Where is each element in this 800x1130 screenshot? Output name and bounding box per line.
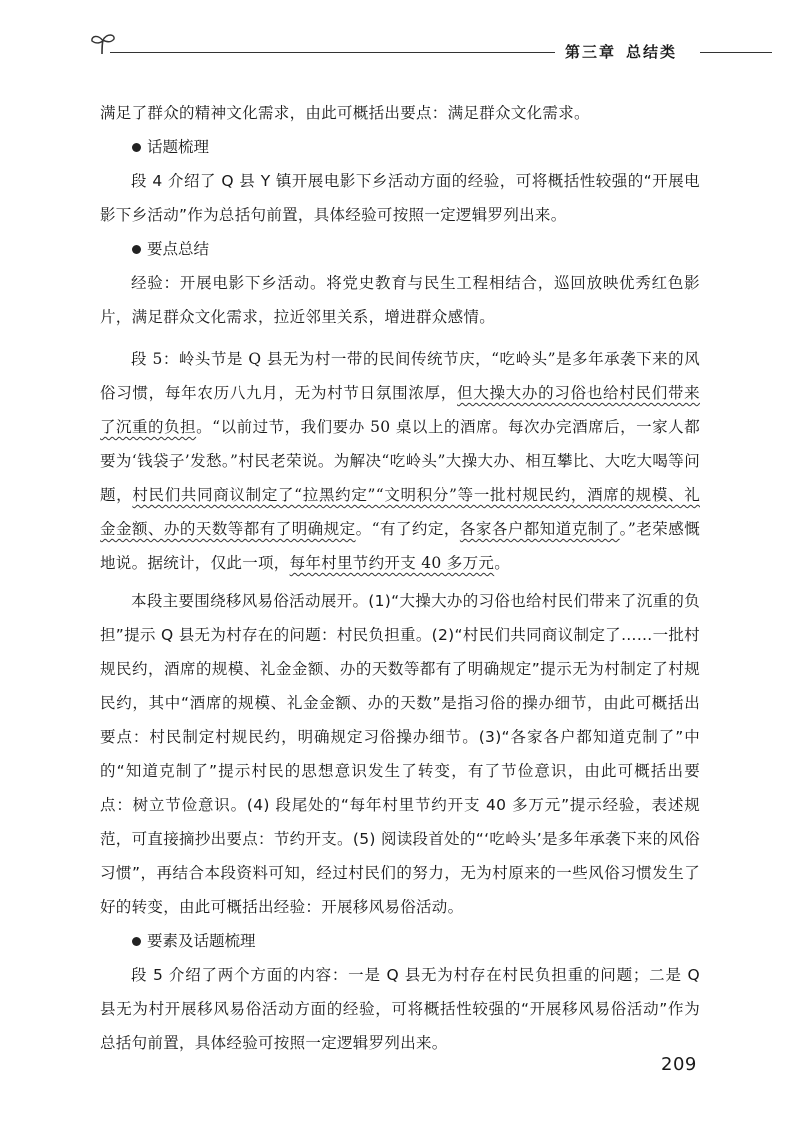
section-heading-label: 要点总结 bbox=[147, 240, 210, 258]
chapter-title bbox=[565, 41, 677, 62]
paragraph-summary: 经验：开展电影下乡活动。将党史教育与民生工程相结合，巡回放映优秀红色影片，满足群众文化需求，拉近邻里关系，增进群众感情。 bbox=[100, 274, 700, 326]
passage-underline: 村民们共同商议制定了“拉黑约定”“文明积分”等一批村规民约，酒席的规模、礼金金额、办的天数等都有了明确规定 bbox=[100, 486, 700, 538]
section-heading-summary bbox=[100, 232, 700, 266]
passage-underline: 每年村里节约开支 40 多万元 bbox=[289, 554, 495, 572]
page-header bbox=[0, 28, 800, 78]
paragraph-elements: 段 5 介绍了两个方面的内容：一是 Q 县无为村存在村民负担重的问题；二是 Q 县无为村开展移风易俗活动方面的经验，可将概括性较强的“开展移风易俗活动”作为总括句前置，具体经验可按照一定逻辑罗列出来。 bbox=[100, 966, 700, 1052]
passage-text: 。”老荣感慨地说。据统计，仅此一项， bbox=[100, 520, 700, 572]
passage-text: 。 bbox=[494, 554, 510, 572]
sprout-icon bbox=[88, 30, 118, 60]
paragraph-topic: 段 4 介绍了 Q 县 Y 镇开展电影下乡活动方面的经验，可将概括性较强的“开展电影下乡活动”作为总括句前置，具体经验可按照一定逻辑罗列出来。 bbox=[100, 172, 700, 224]
passage-text: 。“以前过节，我们要办 50 桌以上的酒席。每次办完酒席后，一家人都要为‘钱袋子’发愁。”村民老荣说。为解决“吃岭头”大操大办、相互攀比、大吃大喝等问题， bbox=[100, 418, 701, 504]
paragraph-intro: 满足了群众的精神文化需求，由此可概括出要点：满足群众文化需求。 bbox=[100, 104, 590, 122]
paragraph-analysis: 本段主要围绕移风易俗活动展开。(1)“大操大办的习俗也给村民们带来了沉重的负担”提示 Q 县无为村存在的问题：村民负担重。(2)“村民们共同商议制定了……一批村规民约，酒席的规模、礼金金额、办的天数等都有了明确规定”提示无为村制定了村规民约，其中“酒席的规模、礼金金额、办的天数”是指习俗的操办细节，由此可概括出要点：村民制定村规民约，明确规定习俗操办细节。(3)“各家各户都知道克制了”中的“知道克制了”提示村民的思想意识发生了转变，有了节俭意识，由此可概括出要点：树立节俭意识。(4) 段尾处的“每年村里节约开支 40 多万元”提示经验，表述规范，可直接摘抄出要点：节约开支。(5) 阅读段首处的“‘吃岭头’是多年承袭下来的风俗习惯”，再结合本段资料可知，经过村民们的努力，无为村原来的一些风俗习惯发生了好的转变，由此可概括出经验：开展移风易俗活动。 bbox=[100, 592, 700, 916]
chapter-label: 第三章 bbox=[565, 43, 617, 61]
bullet-icon bbox=[132, 245, 141, 254]
section-heading-topic bbox=[100, 130, 700, 164]
header-rule-right bbox=[700, 52, 772, 53]
passage-underline: 各家各户都知道克制了 bbox=[459, 520, 620, 538]
bullet-icon bbox=[132, 143, 141, 152]
section-heading-elements bbox=[100, 924, 700, 958]
passage-text: 。“有了约定， bbox=[355, 520, 460, 538]
source-passage bbox=[100, 342, 700, 580]
page-body bbox=[100, 96, 700, 1060]
section-label: 总结类 bbox=[626, 43, 678, 61]
bullet-icon bbox=[132, 937, 141, 946]
passage-text: 段 5：岭头节是 Q 县无为村一带的民间传统节庆，“吃岭头”是多年承袭下来的风俗习惯，每年农历八九月，无为村节日氛围浓厚， bbox=[100, 350, 700, 402]
section-heading-label: 话题梳理 bbox=[147, 138, 210, 156]
section-heading-label: 要素及话题梳理 bbox=[147, 932, 256, 950]
passage-underline: 但大操大办的习俗也给村民们带来了沉重的负担 bbox=[100, 384, 700, 436]
page-number: 209 bbox=[661, 1054, 697, 1075]
passage-paragraph bbox=[100, 342, 700, 580]
header-rule-left bbox=[110, 52, 555, 53]
